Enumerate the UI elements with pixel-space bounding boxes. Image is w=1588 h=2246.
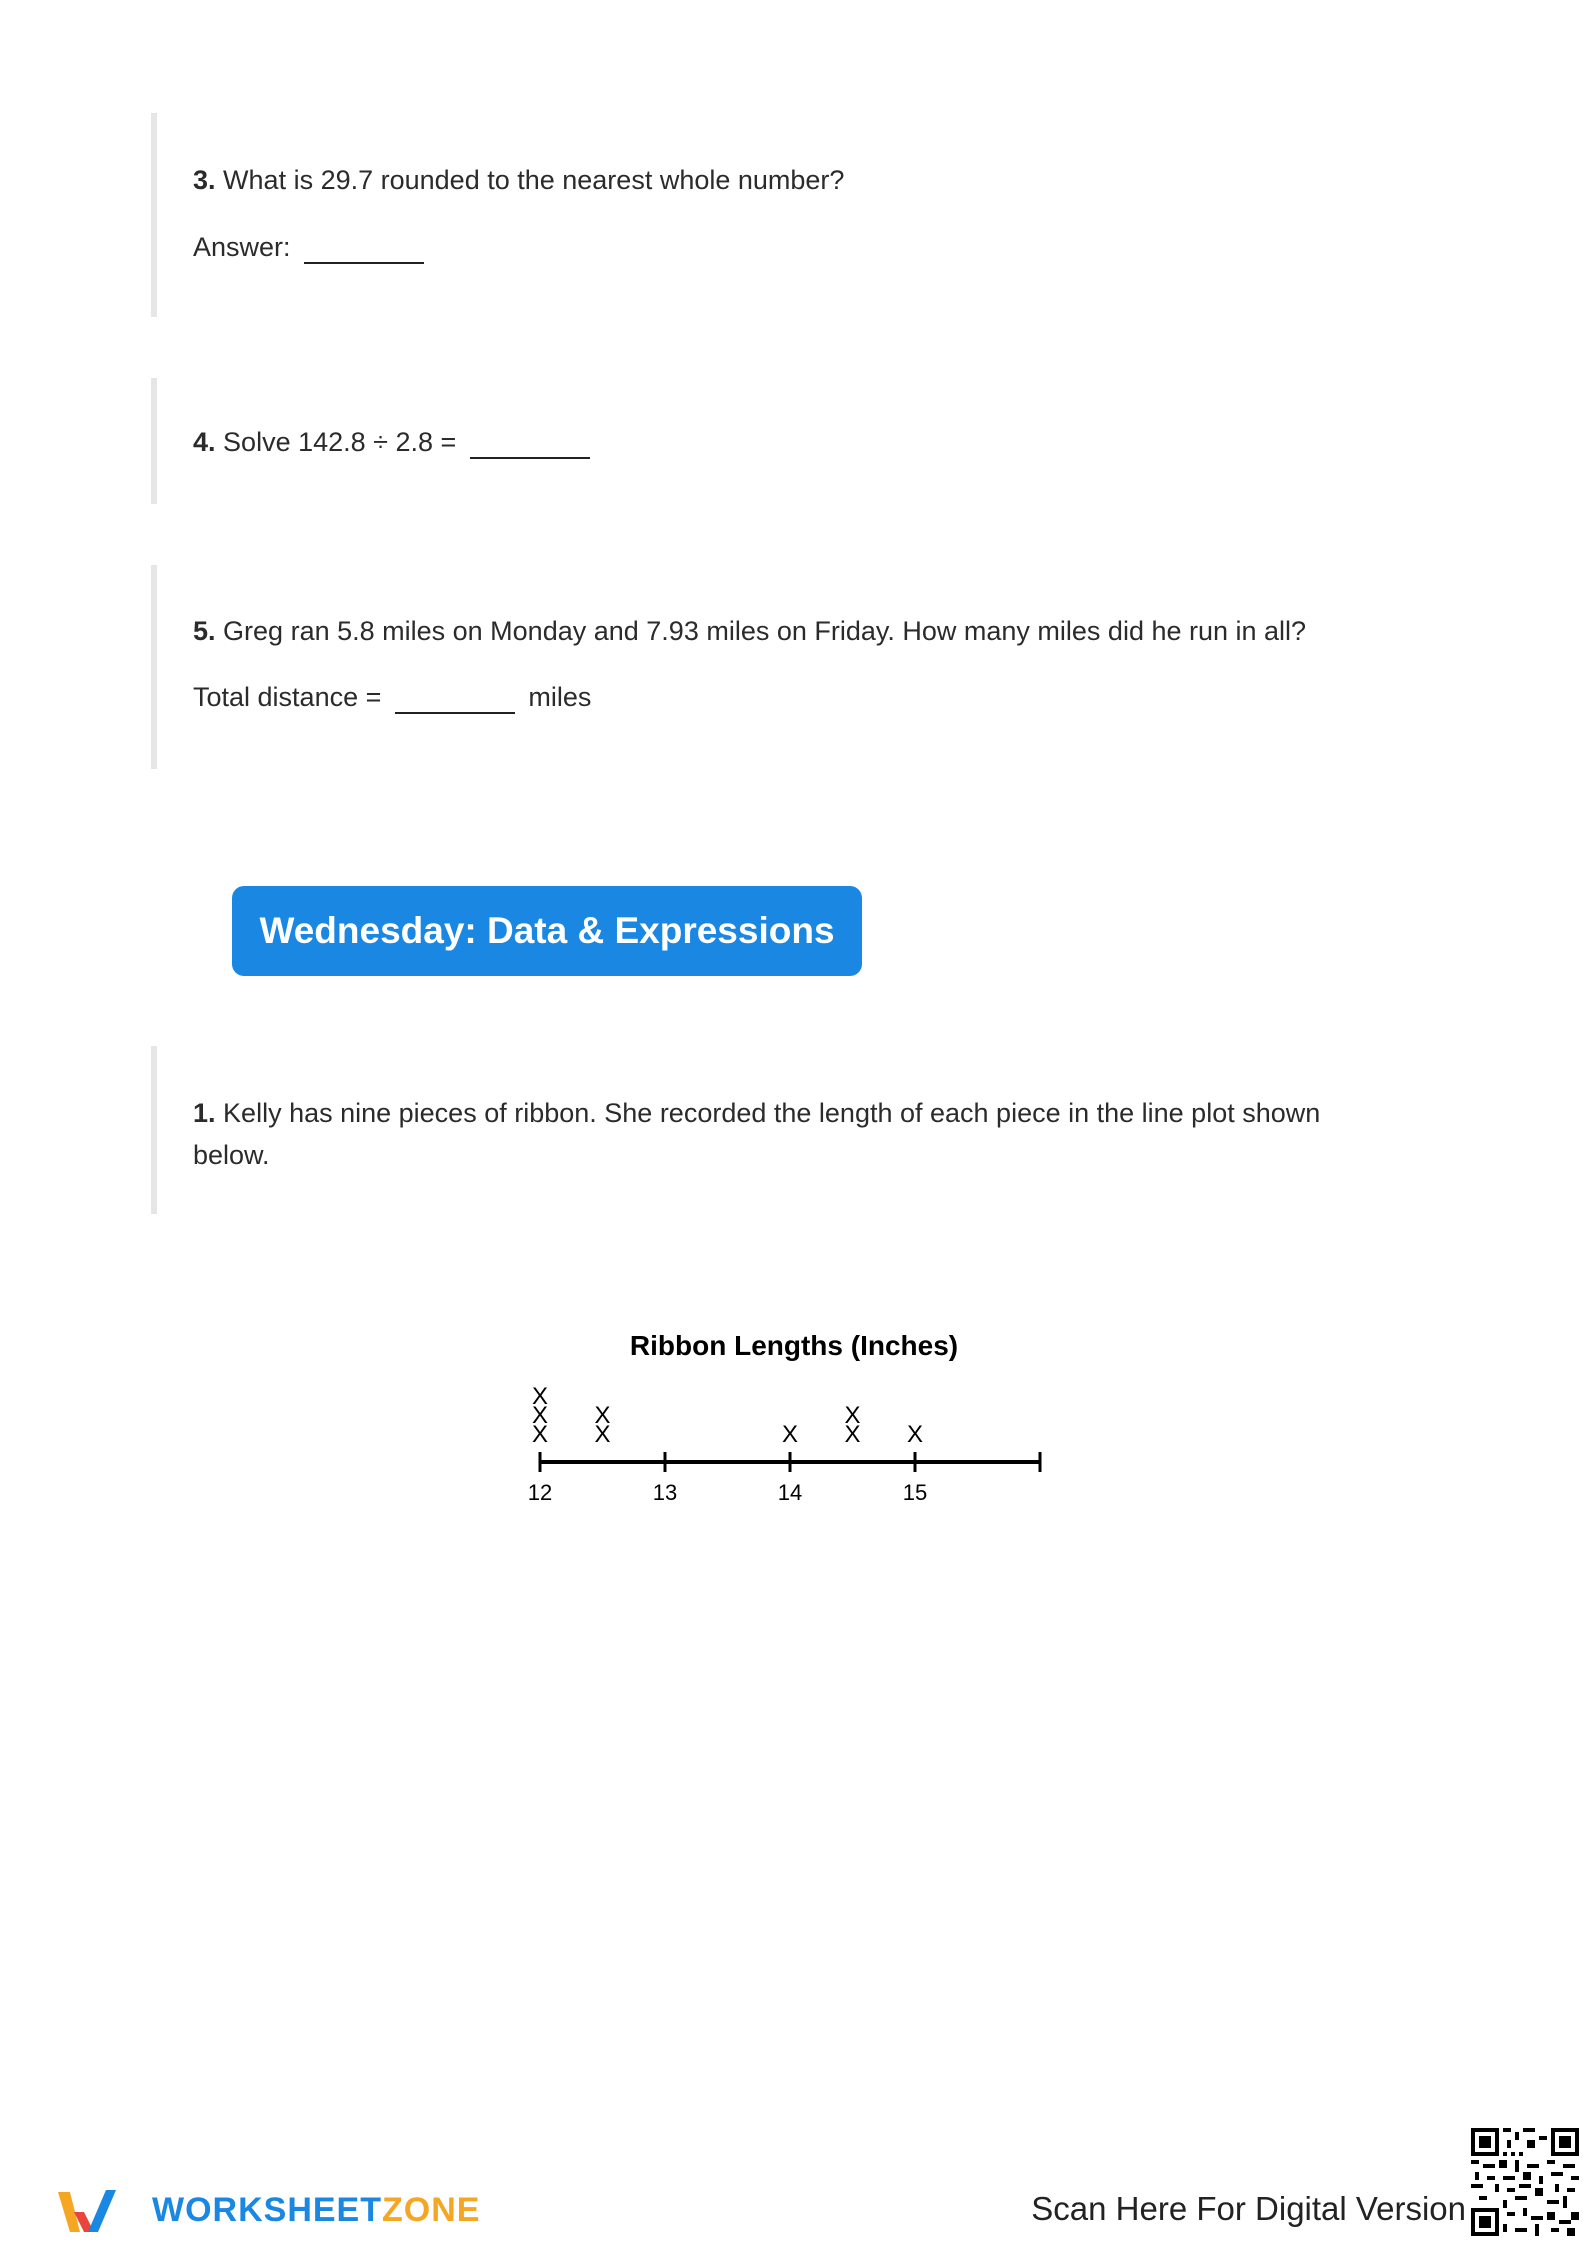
question-5-prompt: [193, 611, 1306, 651]
question-number: 5.: [193, 616, 216, 646]
data-point-x-mark: X: [906, 1421, 924, 1448]
answer-blank[interactable]: [395, 682, 515, 714]
question-5: [151, 565, 1411, 769]
data-point-x-mark: X: [531, 1383, 549, 1410]
data-point-x-mark: X: [781, 1421, 799, 1448]
question-text: Greg ran 5.8 miles on Monday and 7.93 miles on Friday. How many miles did he run in all?: [223, 616, 1307, 646]
scan-here-text: Scan Here For Digital Version: [1031, 2190, 1466, 2227]
question-3: [151, 113, 1411, 317]
question-text: Kelly has nine pieces of ribbon. She recorded the length of each piece in the line plot shown below.: [193, 1098, 1321, 1170]
answer-blank[interactable]: [470, 427, 590, 459]
question-4: [151, 378, 1411, 504]
logo-text-zone: ZONE: [382, 2190, 481, 2229]
question-number: 4.: [193, 427, 216, 457]
line-plot: [500, 1370, 1080, 1520]
question-4-prompt: [193, 422, 596, 462]
question-5-answer-row: [193, 677, 591, 717]
wednesday-question-1: [151, 1046, 1411, 1214]
answer-blank[interactable]: [304, 232, 424, 264]
answer-label: Answer:: [193, 232, 291, 262]
question-1-prompt: [193, 1092, 1373, 1176]
question-text: What is 29.7 rounded to the nearest whole number?: [223, 165, 845, 195]
data-point-x-mark: X: [844, 1402, 861, 1429]
data-point-x-mark: X: [594, 1402, 611, 1429]
question-3-prompt: [193, 160, 844, 200]
tick-label: 12: [527, 1480, 553, 1505]
logo-w-icon: [54, 2182, 138, 2238]
question-number: 3.: [193, 165, 216, 195]
data-point-x-mark: X: [594, 1421, 611, 1448]
question-text: Solve 142.8 ÷ 2.8 =: [223, 427, 457, 457]
section-heading-wednesday: Wednesday: Data & Expressions: [232, 886, 862, 976]
logo-text-worksheet: WORKSHEET: [152, 2190, 382, 2229]
data-point-x-mark: X: [844, 1421, 861, 1448]
data-point-x-mark: X: [531, 1421, 549, 1448]
question-number: 1.: [193, 1098, 216, 1128]
answer-unit: miles: [528, 682, 592, 712]
worksheetzone-logo: [54, 2180, 480, 2240]
chart-title: Ribbon Lengths (Inches): [629, 1330, 959, 1361]
data-point-x-mark: X: [531, 1402, 549, 1429]
answer-label: Total distance =: [193, 682, 382, 712]
tick-label: 15: [902, 1480, 928, 1505]
qr-code-icon[interactable]: [1471, 2128, 1579, 2236]
tick-label: 13: [652, 1480, 678, 1505]
tick-label: 14: [777, 1480, 803, 1505]
question-3-answer-row: [193, 227, 430, 267]
